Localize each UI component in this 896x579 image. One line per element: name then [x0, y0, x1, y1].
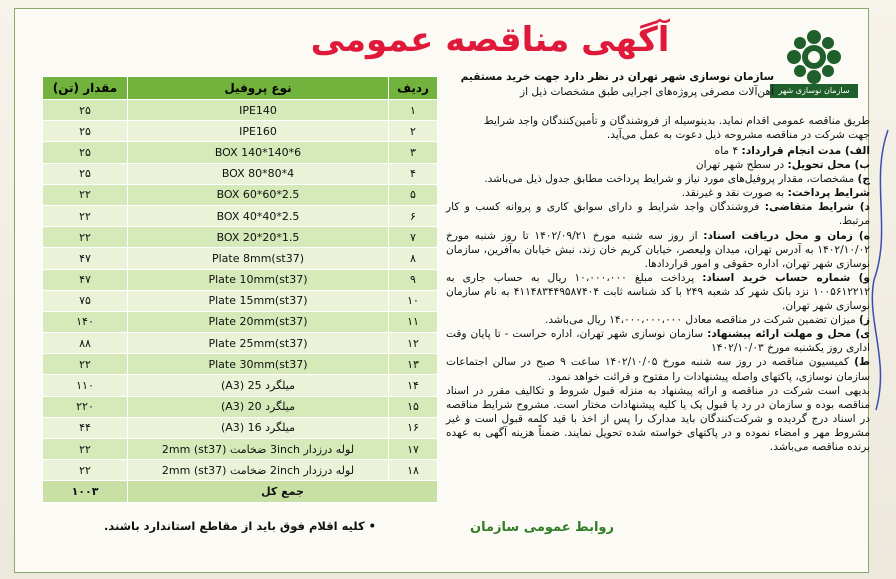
table-row: [43, 333, 438, 354]
quantity: ۲۲: [43, 439, 128, 460]
intro-line: طریق مناقصه عمومی اقدام نماید. بدینوسیله از فروشندگان و تأمین‌کنندگان واجد شرایط: [483, 115, 870, 127]
header-quantity: مقدار (تن): [43, 77, 128, 100]
decorative-swirl-icon: [868, 120, 892, 540]
row-number: ۶: [389, 205, 438, 226]
row-number: ۱۷: [389, 439, 438, 460]
table-header-row: [43, 77, 438, 100]
quantity: ۱۱۰: [43, 375, 128, 396]
clause-f: و) شماره حساب خرید اسناد: پرداخت مبلغ ۱۰،۰۰۰،۰۰۰ ریال به حساب جاری به ۱۰۰۵۶۱۲۲۱۲ نزد بانک شهر کد شعبه ۲۴۹ با کد شناسه ثابت ۴۱۱۴۸۳۴۴۹۵۸۷۴۰۴ به نام سازمان نوسازی شهر تهران.: [446, 271, 871, 313]
profile-type: BOX 60*60*2.5: [128, 184, 389, 205]
row-number: ۱۸: [389, 460, 438, 481]
clause-c: ج) مشخصات، مقدار پروفیل‌های مورد نیاز و شرایط پرداخت مطابق جدول ذیل می‌باشد.: [484, 173, 870, 186]
row-number: ۱۵: [389, 396, 438, 417]
table-row: [43, 375, 438, 396]
quantity: ۲۲: [43, 460, 128, 481]
profile-type: IPE160: [128, 121, 389, 142]
quantity: ۲۵: [43, 142, 128, 163]
table-total-row: [43, 481, 438, 502]
header-profile-type: نوع پروفیل: [128, 77, 389, 100]
profile-type: Plate 15mm(st37): [128, 290, 389, 311]
profiles-table: [42, 76, 438, 503]
table-row: [43, 248, 438, 269]
table-row: [43, 184, 438, 205]
row-number: ۱۲: [389, 333, 438, 354]
profile-type: IPE140: [128, 100, 389, 121]
logo-caption: سازمان نوسازی شهر تهران: [770, 84, 858, 98]
profile-type: BOX 20*20*1.5: [128, 227, 389, 248]
table-row: [43, 163, 438, 184]
row-number: ۹: [389, 269, 438, 290]
quantity: ۲۲: [43, 184, 128, 205]
table-row: [43, 205, 438, 226]
signature: روابط عمومی سازمان: [470, 520, 614, 535]
table-row: [43, 269, 438, 290]
profile-type: BOX 40*40*2.5: [128, 205, 389, 226]
clause-a: الف) مدت انجام قرارداد: ۴ ماه: [714, 145, 870, 157]
table-row: [43, 227, 438, 248]
quantity: ۴۷: [43, 248, 128, 269]
table-row: [43, 290, 438, 311]
clauses-list: [446, 144, 870, 454]
row-number: ۷: [389, 227, 438, 248]
quantity: ۱۴۰: [43, 311, 128, 332]
row-number: ۲: [389, 121, 438, 142]
row-number: ۸: [389, 248, 438, 269]
intro-line: جهت شرکت در مناقصه مشروحه ذیل دعوت به عمل می‌آید.: [606, 129, 870, 142]
clause-d: د) شرایط متقاضی: فروشندگان واجد شرایط و دارای سوابق کاری و پروانه کسب و کار مرتبط.: [446, 201, 870, 228]
quantity: ۲۲: [43, 205, 128, 226]
table-row: [43, 460, 438, 481]
table-row: [43, 121, 438, 142]
table-row: [43, 417, 438, 438]
table-row: [43, 354, 438, 375]
clause-b: ب) محل تحویل: در سطح شهر تهران: [695, 159, 870, 172]
quantity: ۴۴: [43, 417, 128, 438]
table-row: [43, 439, 438, 460]
table-row: [43, 311, 438, 332]
clause-h: ی) محل و مهلت ارائه پیشنهاد: سازمان نوسازی شهر تهران، اداره حراست - تا پایان وقت اداری روز یکشنبه مورخ ۱۴۰۲/۱۰/۰۳: [446, 328, 870, 355]
clauses-text: [446, 114, 870, 142]
quantity: ۲۵: [43, 100, 128, 121]
profile-type: میلگرد 25 (A3): [128, 375, 389, 396]
row-number: ۴: [389, 163, 438, 184]
row-number: ۱: [389, 100, 438, 121]
quantity: ۲۵: [43, 121, 128, 142]
profile-type: BOX 80*80*4: [128, 163, 389, 184]
total-quantity: ۱۰۰۳: [43, 481, 128, 502]
row-number: ۱۴: [389, 375, 438, 396]
profile-type: Plate 8mm(st37): [128, 248, 389, 269]
intro-line: سازمان نوسازی شهر تهران در نظر دارد جهت خرید مستقیم: [460, 71, 774, 83]
clause-e: ه) زمان و محل دریافت اسناد: از روز سه شنبه مورخ ۱۴۰۲/۰۹/۲۱ تا روز شنبه مورخ ۱۴۰۲/۱۰/۰۲ به آدرس تهران، میدان ولیعصر، خیابان کریم خان زند، نبش خیابان به‌آفرین، سازمان نوسازی شهر تهران، اداره حقوقی و امور قراردادها.: [446, 229, 871, 270]
row-number: ۳: [389, 142, 438, 163]
clause-g: ز) میزان تضمین شرکت در مناقصه معادل ۱۴،۰۰۰،۰۰۰،۰۰۰ ریال می‌باشد.: [544, 314, 870, 327]
quantity: ۲۲۰: [43, 396, 128, 417]
quantity: ۲۲: [43, 227, 128, 248]
profile-type: BOX 140*140*6: [128, 142, 389, 163]
profile-type: میلگرد 16 (A3): [128, 417, 389, 438]
quantity: ۴۷: [43, 269, 128, 290]
table-note: • کلیه اقلام فوق باید از مقاطع استاندارد باشند.: [104, 519, 376, 533]
ad-title: آگهی مناقصه عمومی: [310, 20, 670, 60]
intro-line: آهن‌آلات مصرفی پروژه‌های اجرایی طبق مشخصات ذیل از: [519, 85, 774, 98]
row-number: ۱۶: [389, 417, 438, 438]
total-label: جمع کل: [128, 481, 438, 502]
header-row-number: ردیف: [389, 77, 438, 100]
quantity: ۲۵: [43, 163, 128, 184]
profile-type: Plate 25mm(st37): [128, 333, 389, 354]
table-row: [43, 100, 438, 121]
row-number: ۱۱: [389, 311, 438, 332]
table-row: [43, 142, 438, 163]
quantity: ۸۸: [43, 333, 128, 354]
quantity: ۷۵: [43, 290, 128, 311]
profile-type: Plate 10mm(st37): [128, 269, 389, 290]
profile-type: لوله درزدار 2inch ضخامت 2mm (st37): [128, 460, 389, 481]
quantity: ۲۲: [43, 354, 128, 375]
profile-type: لوله درزدار 3inch ضخامت 2mm (st37): [128, 439, 389, 460]
clause-i: ط) کمیسیون مناقصه در روز سه شنبه مورخ ۱۴۰۲/۱۰/۰۵ ساعت ۹ صبح در سالن اجتماعات سازمان نوسازی، پاکتهای واصله پیشنهادات را مفتوح و قرائت خواهد نمود.: [446, 356, 870, 383]
row-number: ۱۳: [389, 354, 438, 375]
profile-type: میلگرد 20 (A3): [128, 396, 389, 417]
profile-type: Plate 20mm(st37): [128, 311, 389, 332]
row-number: ۱۰: [389, 290, 438, 311]
table-row: [43, 396, 438, 417]
intro-text: [446, 70, 774, 99]
profile-type: Plate 30mm(st37): [128, 354, 389, 375]
row-number: ۵: [389, 184, 438, 205]
clause-final: بدیهی است شرکت در مناقصه و ارائه پیشنهاد به منزله قبول شروط و تکالیف مقرر در اسناد مناقصه بوده و سازمان در رد یا قبول یک یا کلیه پیشنهادات مختار است. مشروح شرایط مناقصه در اسناد درج گردیده و شرکت‌کنندگان باید مدارک را پس از اخذ با قید کلمه قبول است و غیر مشروط مهر و امضاء نموده و در پاکتهای خواسته شده تحویل نمایند. ضمناً هزینه آگهی به عهده برنده مناقصه می‌باشد.: [446, 384, 870, 453]
clause-payment: شرایط پرداخت: به صورت نقد و غیرنقد.: [681, 187, 870, 200]
